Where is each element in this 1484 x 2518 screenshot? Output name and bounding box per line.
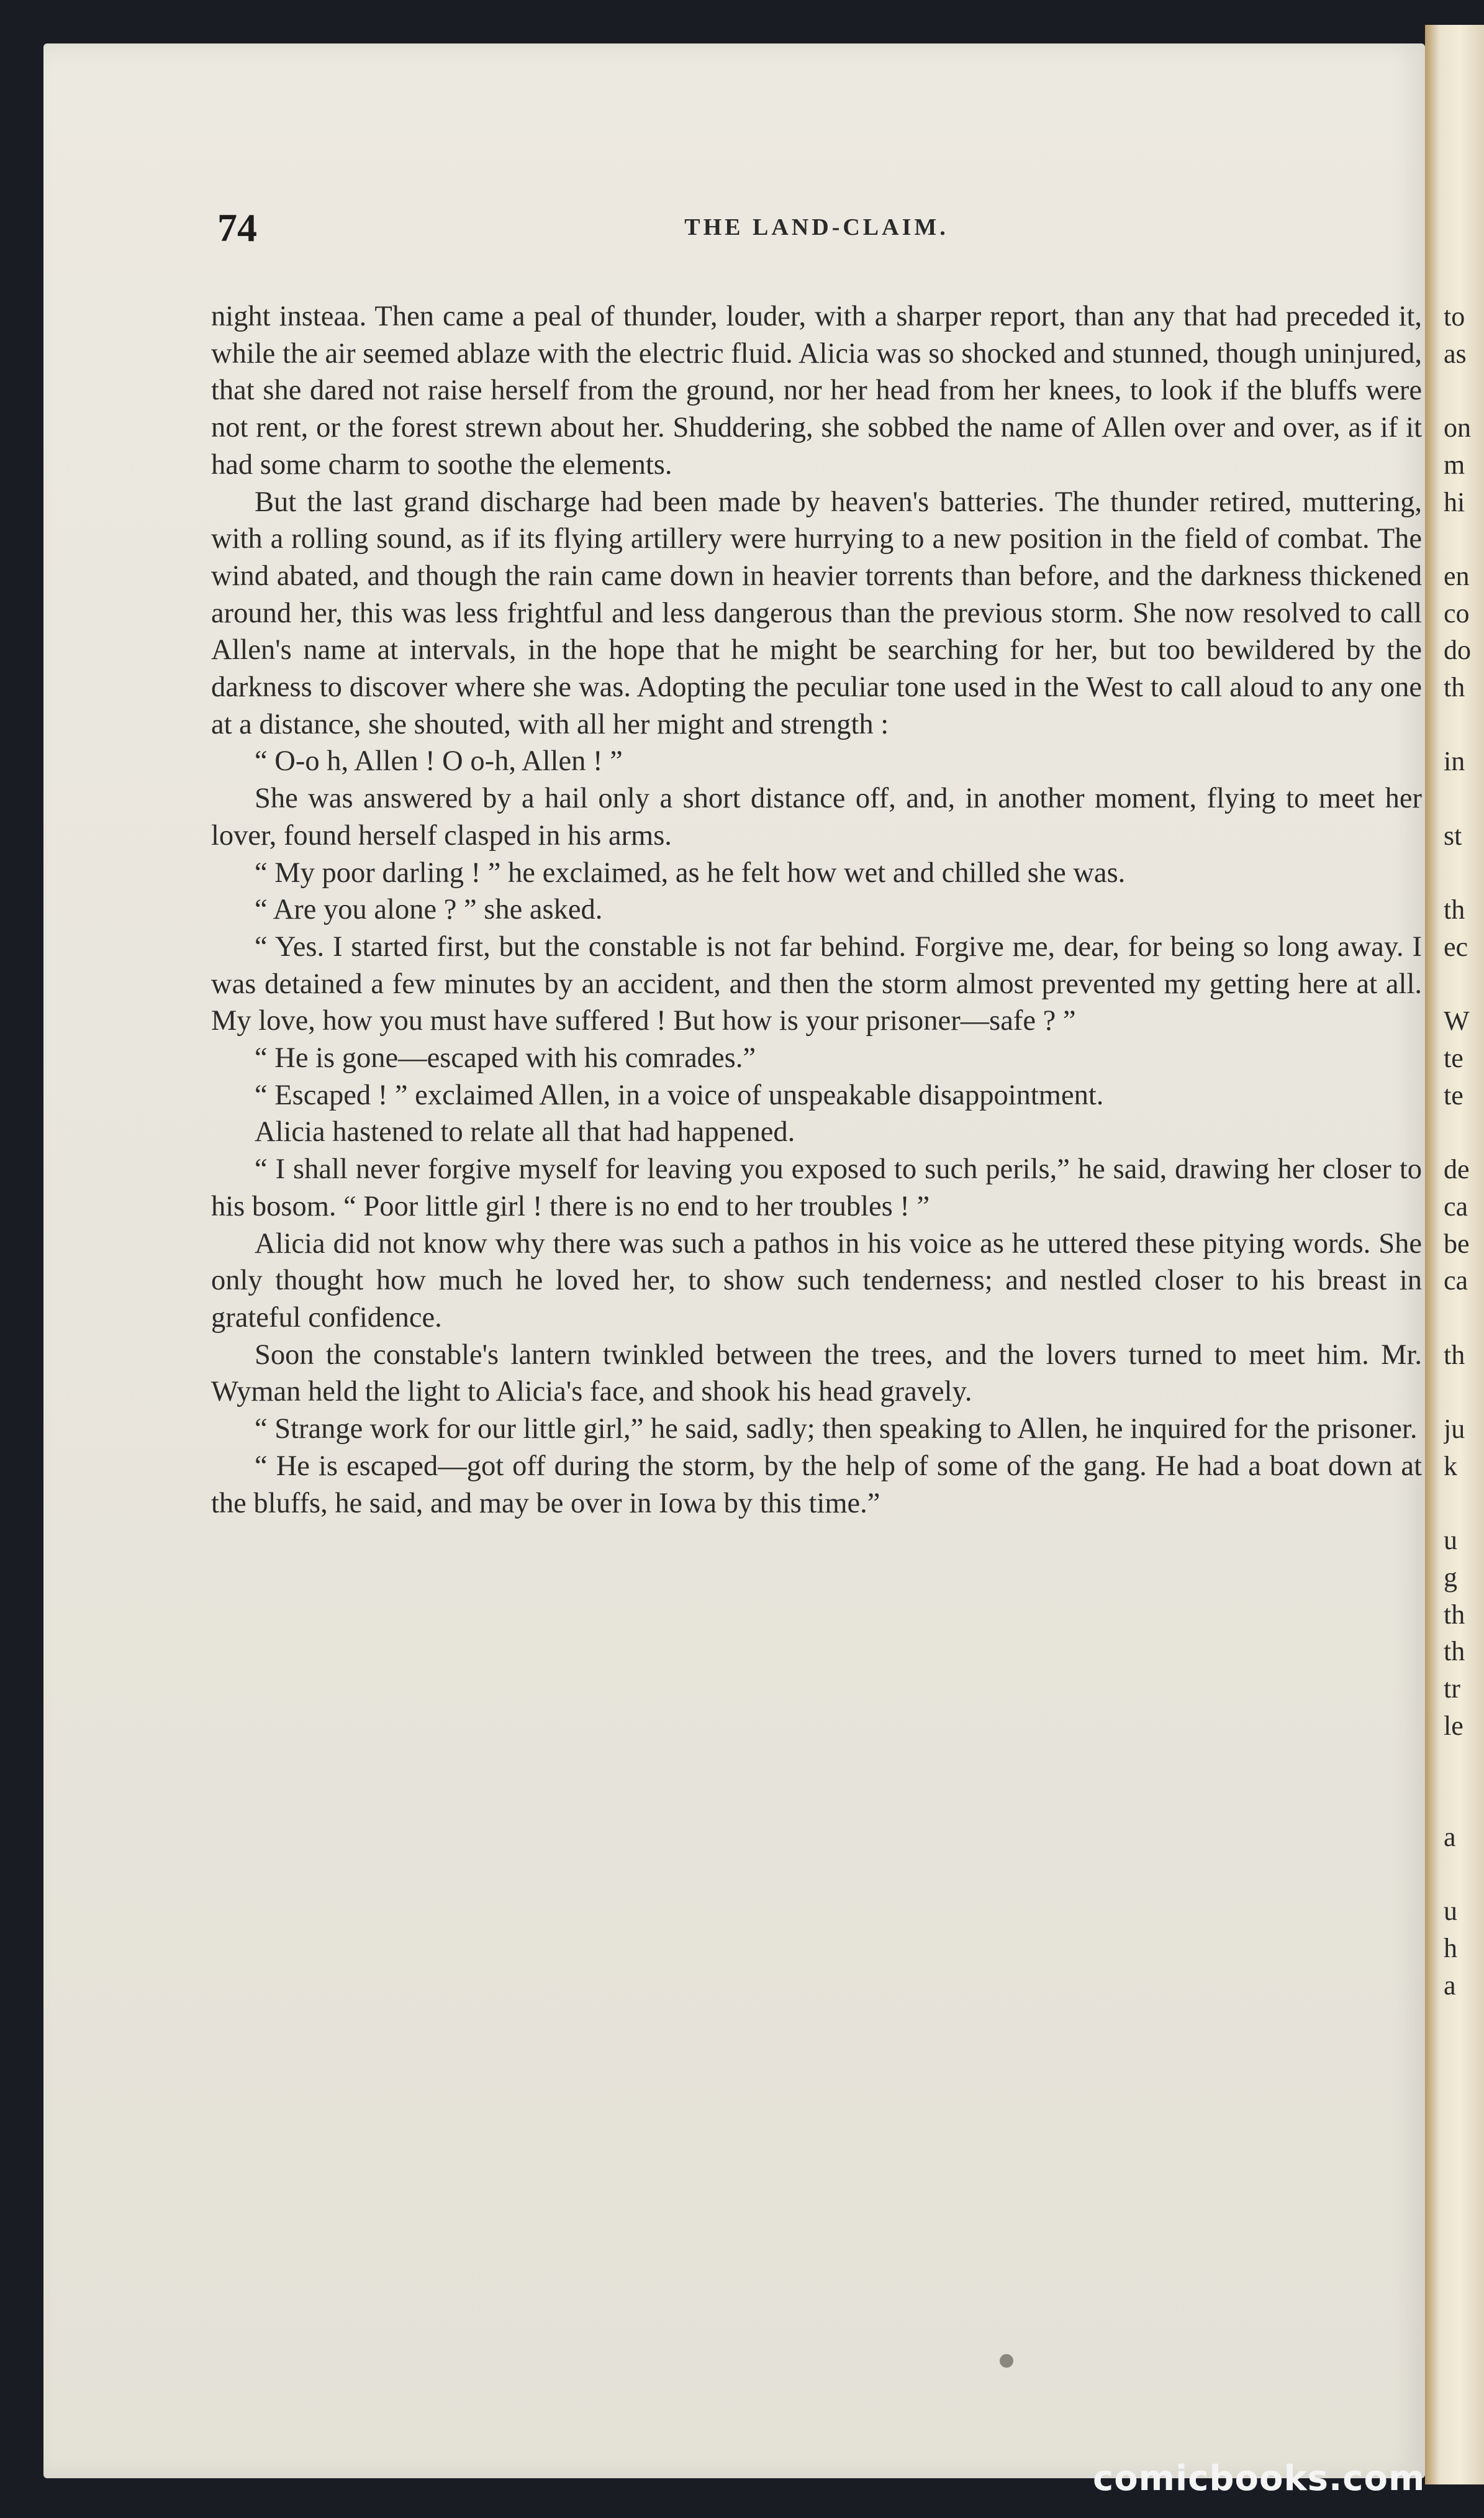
facing-fragment (1444, 706, 1484, 743)
facing-fragment (1444, 1373, 1484, 1411)
page-header (217, 205, 1416, 255)
facing-fragment (1444, 966, 1484, 1003)
paragraph-1: night insteaa. Then came a peal of thunder, louder, with a sharper report, than any that had preceded it, while the air seemed ablaze with the electric fluid. Alicia was so shocked and stunned, though uninjured, that she dared not raise herself from the ground, nor her head from her knees, to look if the bluffs were not rent, or the forest strewn about her. Shuddering, she sobbed the name of Allen over and over, as if it had some charm to soothe the elements. (211, 301, 1422, 481)
facing-page-fragments (1444, 298, 1484, 2004)
facing-fragment: be (1444, 1228, 1470, 1259)
page-number: 74 (217, 206, 257, 250)
facing-fragment: le (1444, 1710, 1464, 1741)
facing-fragment: k (1444, 1450, 1457, 1481)
facing-fragment (1444, 1856, 1484, 1893)
paragraph-13: Soon the constable's lantern twinkled between the trees, and the lovers turned to meet him. Mr. Wyman held the light to Alicia's face, and shook his head gravely. (211, 1339, 1422, 1408)
paragraph-8: “ He is gone—escaped with his comrades.” (255, 1042, 756, 1075)
facing-fragment (1444, 1485, 1484, 1522)
facing-fragment: on (1444, 412, 1471, 443)
facing-fragment: st (1444, 820, 1462, 851)
paragraph-6: “ Are you alone ? ” she asked. (255, 894, 603, 926)
paragraph-4: She was answered by a hail only a short distance off, and, in another moment, flying to meet her lover, found herself clasped in his arms. (211, 783, 1422, 852)
facing-fragment: W (1444, 1006, 1470, 1037)
paragraph-9: “ Escaped ! ” exclaimed Allen, in a voice of unspeakable disappointment. (255, 1079, 1104, 1111)
facing-fragment: th (1444, 894, 1465, 925)
watermark: comicbooks.com (1093, 2458, 1426, 2499)
facing-fragment: ec (1444, 931, 1468, 962)
paragraph-7: “ Yes. I started first, but the constable is not far behind. Forgive me, dear, for being so long away. I was detained a few minutes by an accident, and then the storm almost prevented my getting here at all. My love, how you must have suffered ! But how is your prisoner—safe ? ” (211, 930, 1422, 1037)
facing-fragment: te (1444, 1079, 1464, 1111)
facing-fragment: g (1444, 1561, 1457, 1593)
facing-fragment: ca (1444, 1265, 1468, 1296)
paragraph-15: “ He is escaped—got off during the storm, by the help of some of the gang. He had a boat down at the bluffs, he said, and may be over in Iowa by this time.” (211, 1450, 1422, 1519)
facing-fragment: ca (1444, 1191, 1468, 1222)
facing-fragment: ju (1444, 1414, 1465, 1445)
body-text (211, 298, 1422, 1522)
paragraph-3: “ O-o h, Allen ! O o-h, Allen ! ” (255, 745, 623, 778)
facing-fragment: co (1444, 598, 1470, 629)
facing-fragment (1444, 855, 1484, 892)
facing-fragment: de (1444, 1154, 1470, 1185)
facing-fragment (1444, 1299, 1484, 1337)
facing-fragment: h (1444, 1932, 1457, 1963)
facing-fragment: th (1444, 1636, 1465, 1667)
facing-fragment: u (1444, 1896, 1457, 1927)
paragraph-11: “ I shall never forgive myself for leaving you exposed to such perils,” he said, drawing her closer to his bosom. “ Poor little girl ! there is no end to her troubles ! ” (211, 1153, 1422, 1222)
facing-fragment: te (1444, 1043, 1464, 1074)
facing-fragment: th (1444, 1339, 1465, 1370)
facing-fragment (1444, 372, 1484, 409)
facing-fragment: hi (1444, 486, 1465, 517)
facing-fragment: tr (1444, 1673, 1460, 1704)
paragraph-12: Alicia did not know why there was such a pathos in his voice as he uttered these pitying words. She only thought how much he loved her, to show such tenderness; and nestled closer to his breast in grateful confidence. (211, 1227, 1422, 1334)
facing-fragment: th (1444, 1599, 1465, 1630)
facing-fragment: m (1444, 449, 1465, 480)
paragraph-14: “ Strange work for our little girl,” he said, sadly; then speaking to Allen, he inquired for the prisoner. (255, 1413, 1418, 1445)
facing-fragment (1444, 1744, 1484, 1781)
facing-fragment (1444, 780, 1484, 817)
paragraph-5: “ My poor darling ! ” he exclaimed, as he felt how wet and chilled she was. (255, 857, 1126, 889)
facing-fragment: as (1444, 338, 1467, 369)
facing-fragment: to (1444, 301, 1465, 332)
facing-fragment: a (1444, 1821, 1456, 1852)
facing-fragment (1444, 1781, 1484, 1819)
facing-fragment: u (1444, 1525, 1457, 1556)
facing-fragment: a (1444, 1970, 1456, 2001)
facing-fragment: en (1444, 560, 1470, 591)
running-title: THE LAND-CLAIM. (684, 214, 949, 240)
ink-blot (1000, 2354, 1013, 2368)
facing-fragment: do (1444, 635, 1471, 666)
paragraph-10: Alicia hastened to relate all that had happened. (255, 1116, 795, 1148)
facing-fragment: th (1444, 672, 1465, 703)
facing-fragment (1444, 1114, 1484, 1151)
facing-fragment: in (1444, 746, 1465, 777)
facing-fragment (1444, 520, 1484, 558)
paragraph-2: But the last grand discharge had been made by heaven's batteries. The thunder retired, muttering, with a rolling sound, as if its flying artillery were hurrying to a new position in the field of combat. The wind abated, and though the rain came down in heavier torrents than before, and the darkness thickened around her, this was less frightful and less dangerous than the previous storm. She now resolved to call Allen's name at intervals, in the hope that he might be searching for her, but too bewildered by the darkness to discover where she was. Adopting the peculiar tone used in the West to call aloud to any one at a distance, she shouted, with all her might and strength : (211, 486, 1422, 740)
